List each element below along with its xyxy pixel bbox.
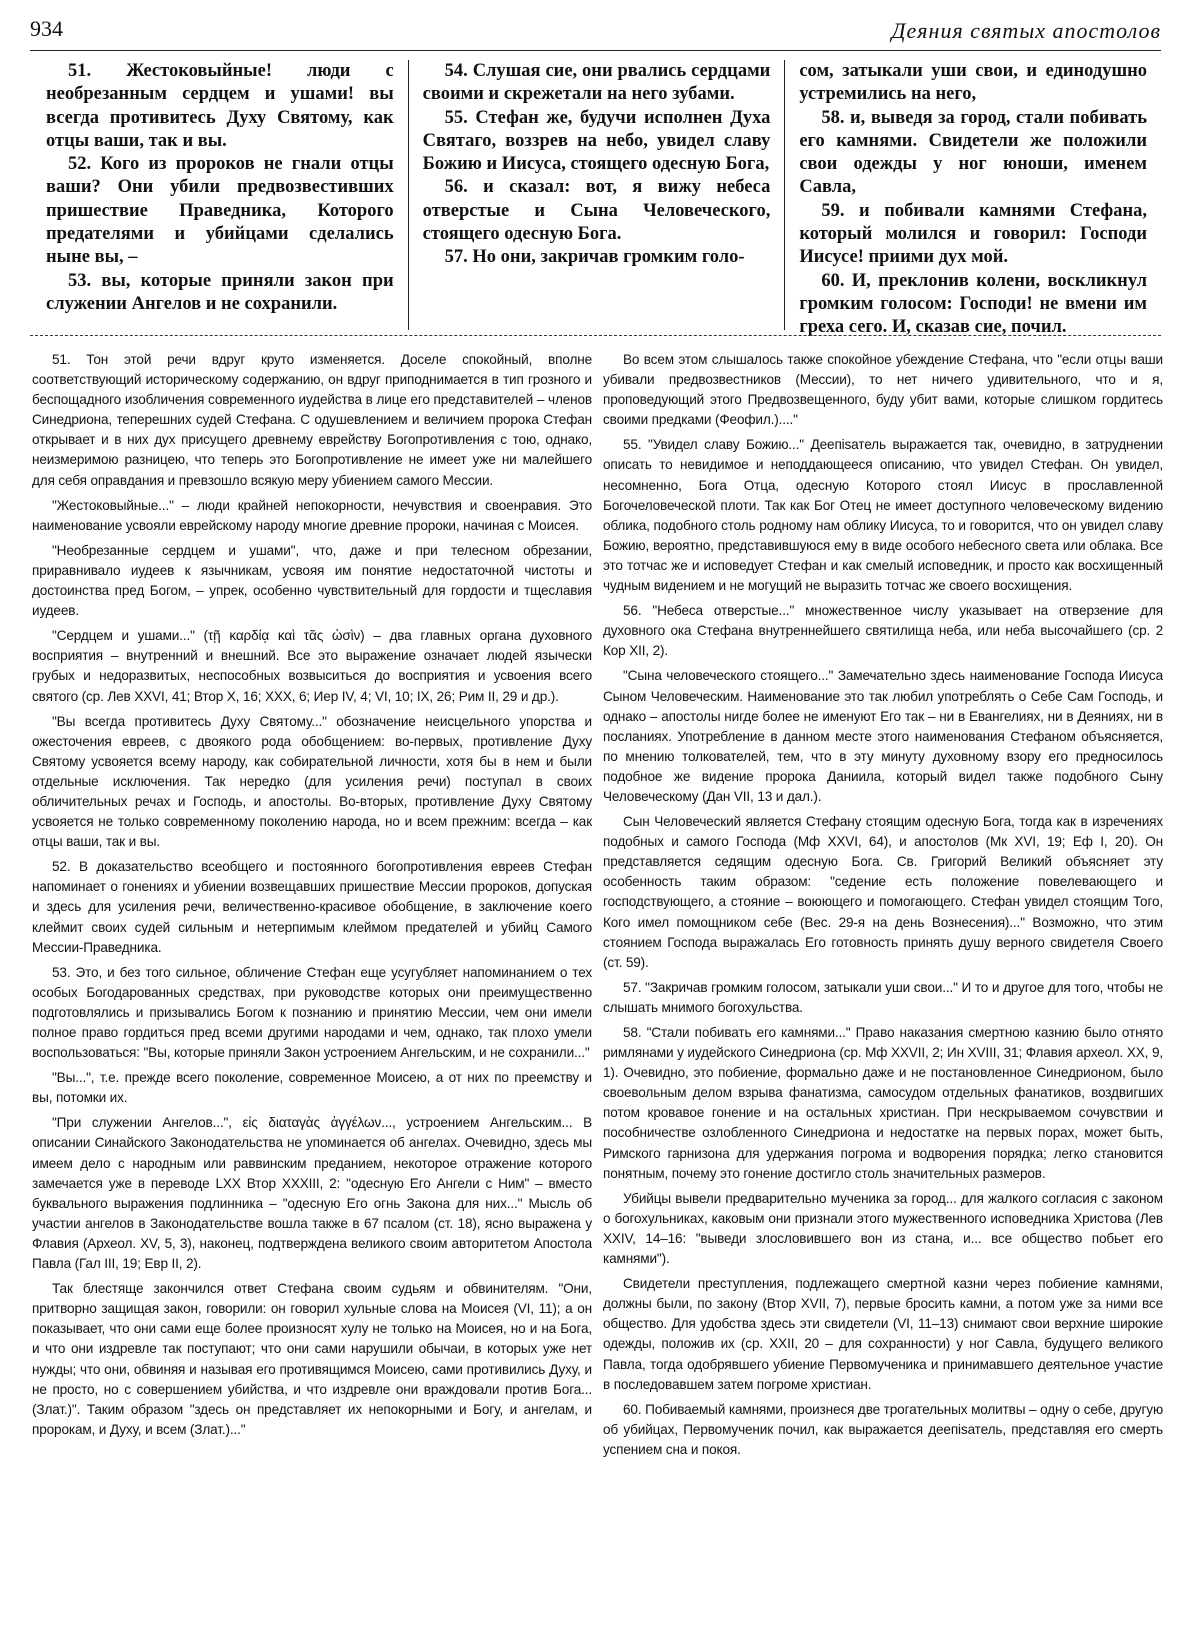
commentary-column-right — [603, 350, 1163, 1620]
verse-57-start: 57. Но они, закричав громким голо- — [444, 247, 745, 268]
section-divider — [30, 335, 1161, 336]
verse-58: 58. и, выведя за город, стали побивать его камнями. Свидетели же положили свои одежды у ног юноши, именем Савла, — [799, 107, 1148, 198]
commentary-paragraph: 52. В доказательство всеобщего и постоянного богопротивления евреев Стефан напоминает о гонениях и убиении возвещавших пришествие Мессии пророков, допуская и здесь для усиления речи, величественно-красивое обобщение, в заключение коего клеймит своих судей сильным и нетерпимым клеймом предателей и убийц Самого Мессии-Праведника. — [32, 859, 592, 955]
scripture-text — [32, 60, 1161, 338]
scripture-column-1 — [32, 60, 408, 330]
commentary-paragraph: "Сына человеческого стоящего..." Замечательно здесь наименование Господа Иисуса Сыном Человеческим. Наименование это так любил употреблять о Себе Сам Господь, и однако – апостолы нигде более не именуют Его так – ни в Евангелиях, ни в Деяниях, ни в посланиях. Употребление в данном месте этого наименования Стефаном объясняется, по мнению толкователей, тем, что в эту минуту духовному взору его предносилось подобное же видение пророка Даниила, который видел также подобного Сыну Человеческому (Дан VII, 13 и дал.). — [603, 668, 1163, 804]
commentary-paragraph: 51. Тон этой речи вдруг круто изменяется. Доселе спокойный, вполне соответствующий историческому содержанию, он вдруг приподнимается в тип грозного и беспощадного изобличения современного иудейства в лице его представителей – членов Синедриона, теперешних судей Стефана. С одушевлением и величием пророка Стефан открывает и в них дух присущего древнему еврейству Богопротивления с тою, однако, неизмеримою разницею, что теперь это Богопротивление не имеет уже ни малейшего для себя оправдания и превзошло всякую меру убиением самого Мессии. — [32, 352, 592, 488]
commentary-paragraph: 56. "Небеса отверстые..." множественное числу указывает на отверзение для духовного ока Стефана внутреннейшего святилища неба, или неба высочайшего (ср. 2 Кор XII, 2). — [603, 603, 1163, 659]
verse-55: 55. Стефан же, будучи исполнен Духа Святаго, воззрев на небо, увидел славу Божию и Иисуса, стоящего одесную Бога, — [422, 107, 771, 175]
page-number: 934 — [30, 16, 63, 41]
commentary-paragraph: "Необрезанные сердцем и ушами", что, даже и при телесном обрезании, приравнивало иудеев к язычникам, усвояя им понятие недостаточной чистоты и достоинства пред Богом, – упрек, особенно чувствительный для гордости и тщеславия иудеев. — [32, 542, 592, 619]
verse-59: 59. и побивали камнями Стефана, который молился и говорил: Господи Иисусе! приими дух мой. — [799, 200, 1148, 268]
commentary-paragraph: 55. "Увидел славу Божию..." Деепisатель выражается так, очевидно, в затруднении описать то невидимое и неподдающееся описанию, что увидел Стефан. Он увидел, несомненно, Бога Отца, одесную Которого стоял Иисус в прославленной Богочеловеческой плоти. Так как Бог Отец не имеет доступного человеческому видению облика, подобного столь родному нам облику Иисуса, то и говорится, что он увидел славу Божию, вероятно, представившуюся ему в виде особого небесного света или облака. Все это тотчас же и исповедует Стефан и как смелый исповедник, и просто как восхищенный чудным видением и не могущий не выразить тотчас же своего восхищения. — [603, 437, 1163, 594]
commentary-paragraph: "Жестоковыйные..." – люди крайней непокорности, нечувствия и своенравия. Это наименование усвояли еврейскому народу многие древние пророки, начиная с Моисея. — [32, 497, 592, 533]
commentary-paragraph: 60. Побиваемый камнями, произнеся две трогательных молитвы – одну о себе, другую об убийцах, Первомученик почил, как выражается деепisатель, представляя его смерть успением сна и покоя. — [603, 1401, 1163, 1457]
commentary-paragraph: "Вы всегда противитесь Духу Святому..." обозначение неисцельного упорства и ожесточения евреев, с двоякого рода обобщением: во-первых, противление Духу Святому усвояется всему народу, как собирательной личности, хотя бы в нем и были отдельные исключения. Так нередко (для усиления речи) поступал в своих обличительных речах и Господь, и апостолы. Во-вторых, противление Духу Святому усвояется не только современному поколению народа, но и всем прежним: всегда – как отцы ваши, так и вы. — [32, 713, 592, 850]
verse-51: 51. Жестоковыйные! люди с необрезанным сердцем и ушами! вы всегда противитесь Духу Святому, как отцы ваши, так и вы. — [46, 61, 394, 151]
commentary-paragraph: "Сердцем и ушами..." (τῇ καρδίᾳ καὶ τᾶς ὠσὶν) – два главных органа духовного восприятия – внутренний и внешний. Все это выражение означает людей язычески грубых и недоразвитых, неспособных возвыситься до восприятия и усвоения всего святого (ср. Лев XXVI, 41; Втор X, 16; XXX, 6; Иер IV, 4; VI, 10; IX, 26; Рим II, 29 и др.). — [32, 628, 592, 704]
commentary-column-left — [32, 350, 592, 1620]
commentary-paragraph: 58. "Стали побивать его камнями..." Право наказания смертною казнию было отнято римлянами у иудейского Синедриона (ср. Мф XXVII, 2; Ин XVIII, 31; Флавия археол. XX, 9, 1). Очевидно, это побиение, формально даже и не постановленное Синедрионом, было своевольным делом взрыва фанатизма, самосудом отдельных фанатиков, воздвигших потом кровавое гонение и на остальных христиан. При нескрываемом сочувствии и пособничестве озлобленного Синедриона и недостатке на первых порах, может быть, Римского гарнизона для удержания погрома и водворения порядка; легко становится понятным, почему это гонение достигло столь значительных размеров. — [603, 1025, 1163, 1181]
verse-57-end: сом, затыкали уши свои, и единодушно устремились на него, — [799, 61, 1148, 105]
page-header — [30, 14, 1161, 51]
book-title: Деяния святых апостолов — [891, 18, 1161, 43]
commentary-paragraph: 57. "Закричав громким голосом, затыкали уши свои..." И то и другое для того, чтобы не слышать мнимого богохульства. — [603, 979, 1163, 1015]
verse-52: 52. Кого из пророков не гнали отцы ваши? Они убили предвозвестивших пришествие Праведника, Которого предателями и убийцами сделались ныне вы, – — [46, 154, 394, 268]
scripture-column-2 — [408, 60, 785, 330]
commentary-paragraph: Во всем этом слышалось также спокойное убеждение Стефана, что "если отцы ваши убивали предвозвестников (Мессии), то нет ничего удивительного, что и я, проповедующий этого Предвозвещенного, буду убит вами, которые слишком гордитесь своими предками (Феофил.)...." — [603, 352, 1163, 428]
commentary-paragraph: Свидетели преступления, подлежащего смертной казни через побиение камнями, должны были, по закону (Втор XVII, 7), первые бросить камни, а потом уже за ними все общество. Для удобства здесь эти свидетели (VI, 11–13) снимают свои верхние широкие одежды, положив их (ср. XXII, 20 – для сохранности) у ног Савла, будущего великого Павла, тогда одобрявшего убиение Первомученика и принимавшего деятельное участие в последовавшем затем погроме христиан. — [603, 1276, 1163, 1392]
verse-60: 60. И, преклонив колени, воскликнул громким голосом: Господи! не вмени им греха сего. И, сказав сие, почил. — [799, 270, 1148, 338]
commentary-paragraph: Убийцы вывели предварительно мученика за город... для жалкого согласия с законом о богохульниках, каковым они признали этого мужественного исповедника Христова (Лев XXIV, 14–16: "выведи злословившего вон из стана, и... все общество побьет его камнями"). — [603, 1190, 1163, 1267]
commentary-paragraph: "Вы...", т.е. прежде всего поколение, современное Моисею, а от них по преемству и вы, потомки их. — [32, 1070, 592, 1106]
verse-56: 56. и сказал: вот, я вижу небеса отверстые и Сына Человеческого, стоящего одесную Бога. — [422, 177, 771, 245]
commentary-paragraph: Так блестяще закончился ответ Стефана своим судьям и обвинителям. "Они, притворно защищая закон, говорили: он говорил хульные слова на Моисея (VI, 11); а он показывает, что они сами еще более произносят хулу не только на Моисея, но и на Бога, и что они издревле так поступают; что они сами нарушили обычаи, в которых уже нет нужды; что они, обвиняя и называя его противящимся Моисею, сами противились Духу, и не просто, но с совершением убийства, и что издревле они враждовали против Бога... (Злат.)". Таким образом "здесь он представляет их непокорными и Богу, и ангелам, и пророкам, и Духу, и всем (Злат.)..." — [32, 1281, 592, 1437]
verse-54: 54. Слушая сие, они рвались сердцами своими и скрежетали на него зубами. — [422, 61, 771, 105]
commentary-paragraph: Сын Человеческий является Стефану стоящим одесную Бога, тогда как в изречениях подобных и самого Господа (Мф XXVI, 64), и апостолов (Мк XVI, 19; Еф I, 20). Он представляется седящим одесную Бога. Св. Григорий Великий объясняет эту особенность таким образом: "седение есть положение повелевающего и господствующего, а стояние – воюющего и помогающего. Стефан увидел стоящим Того, Кого имел помощником себе (Вес. 29-я на день Вознесения)..." Возможно, что этим стоянием Господа выражалась Его готовность принять душу верного свидетеля Своего (ст. 59). — [603, 814, 1163, 970]
commentary-paragraph: "При служении Ангелов...", εἰς διαταγὰς ἀγγέλων..., устроением Ангельским... В описании Синайского Законодательства не упоминается об ангелах. Очевидно, здесь мы имеем дело с народным или раввинским преданием, некоторое отражение которого замечается уже в переводе LXX Втор XXXIII, 2: "одесную Его Ангели с Ним" – вместо буквального выражения подлинника – "одесную Его огнь Закона для них..." Мысль об участии ангелов в Законодательстве вошла также в 67 псалом (ст. 18), ясно выражена у Флавия (Археол. XV, 5, 3), наконец, подтверждена великого своим авторитетом Апостола Павла (Гал III, 19; Евр II, 2). — [32, 1115, 592, 1272]
verse-53: 53. вы, которые приняли закон при служении Ангелов и не сохранили. — [46, 270, 394, 314]
commentary-paragraph: 53. Это, и без того сильное, обличение Стефан еще усугубляет напоминанием о тех особых Богодарованных средствах, при руководстве которых они преимущественно подготовлялись и призывались Богом к познанию и принятию Мессии, чем они имели полное право гордиться пред всеми другими народами и чем, однако, так плохо умели воспользоваться: "Вы, которые приняли Закон устроением Ангельским, и не сохранили..." — [32, 964, 592, 1061]
scripture-column-3 — [784, 60, 1161, 338]
